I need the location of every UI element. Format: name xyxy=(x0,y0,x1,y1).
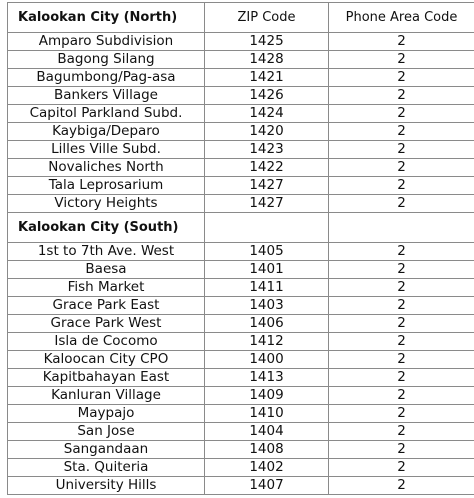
place-cell: Sangandaan xyxy=(8,441,205,459)
table-row xyxy=(8,387,474,405)
zip-code-cell: 1411 xyxy=(205,279,329,297)
area-code-cell: 2 xyxy=(329,177,474,195)
place-cell: Novaliches North xyxy=(8,159,205,177)
table-row xyxy=(8,351,474,369)
zip-code-cell: 1405 xyxy=(205,243,329,261)
zip-code-cell: 1412 xyxy=(205,333,329,351)
zip-code-cell: 1406 xyxy=(205,315,329,333)
south-header-blank-cell xyxy=(329,213,474,243)
zip-code-cell: 1407 xyxy=(205,477,329,495)
table-row xyxy=(8,123,474,141)
table-row xyxy=(8,261,474,279)
table-row xyxy=(8,195,474,213)
south-header-blank-cell xyxy=(205,213,329,243)
zip-code-cell: 1428 xyxy=(205,51,329,69)
table-row xyxy=(8,315,474,333)
zip-code-cell: 1421 xyxy=(205,69,329,87)
zip-code-cell: 1427 xyxy=(205,195,329,213)
zip-code-cell: 1403 xyxy=(205,297,329,315)
zip-code-cell: 1410 xyxy=(205,405,329,423)
place-cell: Bankers Village xyxy=(8,87,205,105)
area-code-cell: 2 xyxy=(329,441,474,459)
table-row xyxy=(8,333,474,351)
place-cell: Kapitbahayan East xyxy=(8,369,205,387)
place-cell: Bagumbong/Pag-asa xyxy=(8,69,205,87)
place-cell: Victory Heights xyxy=(8,195,205,213)
area-code-cell: 2 xyxy=(329,87,474,105)
table-row xyxy=(8,405,474,423)
zip-code-cell: 1424 xyxy=(205,105,329,123)
table-row xyxy=(8,477,474,495)
north-rows xyxy=(8,33,474,213)
table-row xyxy=(8,69,474,87)
zip-code-cell: 1427 xyxy=(205,177,329,195)
table-row xyxy=(8,243,474,261)
area-code-cell: 2 xyxy=(329,51,474,69)
zip-code-cell: 1404 xyxy=(205,423,329,441)
area-code-cell: 2 xyxy=(329,315,474,333)
zip-code-column-header: ZIP Code xyxy=(205,3,329,33)
zip-code-cell: 1423 xyxy=(205,141,329,159)
table-row xyxy=(8,51,474,69)
zip-code-table xyxy=(7,2,474,495)
place-cell: Kanluran Village xyxy=(8,387,205,405)
table-row xyxy=(8,423,474,441)
zip-code-cell: 1400 xyxy=(205,351,329,369)
place-cell: Maypajo xyxy=(8,405,205,423)
table-row xyxy=(8,159,474,177)
zip-code-cell: 1422 xyxy=(205,159,329,177)
place-cell: 1st to 7th Ave. West xyxy=(8,243,205,261)
area-code-cell: 2 xyxy=(329,243,474,261)
group-title-north: Kalookan City (North) xyxy=(8,3,205,33)
place-cell: San Jose xyxy=(8,423,205,441)
area-code-cell: 2 xyxy=(329,261,474,279)
table-row xyxy=(8,177,474,195)
south-rows xyxy=(8,243,474,495)
area-code-cell: 2 xyxy=(329,33,474,51)
zip-code-cell: 1426 xyxy=(205,87,329,105)
area-code-cell: 2 xyxy=(329,105,474,123)
table-row xyxy=(8,297,474,315)
zip-code-cell: 1401 xyxy=(205,261,329,279)
area-code-cell: 2 xyxy=(329,369,474,387)
place-cell: Kaybiga/Deparo xyxy=(8,123,205,141)
place-cell: Lilles Ville Subd. xyxy=(8,141,205,159)
table-row xyxy=(8,105,474,123)
zip-code-cell: 1409 xyxy=(205,387,329,405)
area-code-cell: 2 xyxy=(329,459,474,477)
place-cell: Capitol Parkland Subd. xyxy=(8,105,205,123)
zip-code-cell: 1413 xyxy=(205,369,329,387)
place-cell: Tala Leprosarium xyxy=(8,177,205,195)
area-code-cell: 2 xyxy=(329,297,474,315)
zip-code-cell: 1425 xyxy=(205,33,329,51)
table-row xyxy=(8,33,474,51)
area-code-cell: 2 xyxy=(329,387,474,405)
place-cell: University Hills xyxy=(8,477,205,495)
place-cell: Amparo Subdivision xyxy=(8,33,205,51)
place-cell: Grace Park West xyxy=(8,315,205,333)
table-row xyxy=(8,459,474,477)
area-code-cell: 2 xyxy=(329,333,474,351)
area-code-cell: 2 xyxy=(329,477,474,495)
table-row xyxy=(8,87,474,105)
place-cell: Grace Park East xyxy=(8,297,205,315)
table-header-row xyxy=(8,3,474,33)
table-row xyxy=(8,279,474,297)
zip-code-cell: 1408 xyxy=(205,441,329,459)
area-code-cell: 2 xyxy=(329,405,474,423)
place-cell: Kaloocan City CPO xyxy=(8,351,205,369)
area-code-cell: 2 xyxy=(329,123,474,141)
group-title-south: Kalookan City (South) xyxy=(8,213,205,243)
place-cell: Fish Market xyxy=(8,279,205,297)
place-cell: Isla de Cocomo xyxy=(8,333,205,351)
area-code-cell: 2 xyxy=(329,423,474,441)
table-row xyxy=(8,141,474,159)
area-code-cell: 2 xyxy=(329,351,474,369)
table-row xyxy=(8,369,474,387)
zip-code-cell: 1420 xyxy=(205,123,329,141)
zip-code-cell: 1402 xyxy=(205,459,329,477)
area-code-cell: 2 xyxy=(329,279,474,297)
area-code-cell: 2 xyxy=(329,159,474,177)
south-header-row xyxy=(8,213,474,243)
phone-area-code-column-header: Phone Area Code xyxy=(329,3,474,33)
table-row xyxy=(8,441,474,459)
area-code-cell: 2 xyxy=(329,141,474,159)
place-cell: Baesa xyxy=(8,261,205,279)
place-cell: Sta. Quiteria xyxy=(8,459,205,477)
area-code-cell: 2 xyxy=(329,69,474,87)
area-code-cell: 2 xyxy=(329,195,474,213)
place-cell: Bagong Silang xyxy=(8,51,205,69)
